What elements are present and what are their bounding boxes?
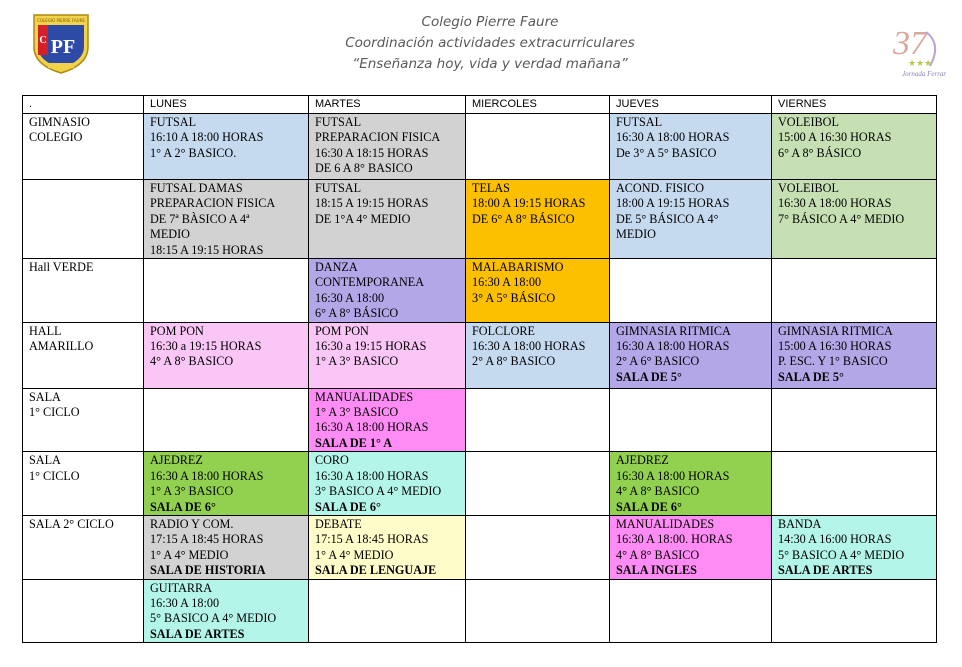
document-title-block — [300, 12, 680, 75]
activity-detail: 16:30 A 18:00 HORAS — [616, 130, 730, 145]
activity-name: MANUALIDADES — [315, 389, 414, 404]
activity-detail: DE 7ª BÀSICO A 4ª — [150, 211, 250, 226]
schedule-row — [23, 322, 937, 388]
location-cell — [23, 114, 144, 180]
activity-cell — [144, 452, 309, 516]
activity-detail: 4° A 8° BASICO — [150, 354, 234, 369]
location-label: 1° CICLO — [29, 468, 80, 483]
activity-detail: 17:15 A 18:45 HORAS — [150, 532, 264, 547]
activity-detail: DE 1°A 4° MEDIO — [315, 211, 411, 226]
activity-name: RADIO Y COM. — [150, 516, 234, 531]
activity-detail: 16:30 a 19:15 HORAS — [150, 339, 262, 354]
activity-detail: 16:30 A 18:00 — [315, 290, 385, 305]
schedule-row — [23, 515, 937, 579]
activity-detail: 18:15 A 19:15 HORAS — [315, 196, 429, 211]
activity-cell — [610, 322, 772, 388]
activity-detail: 3° A 5° BÁSICO — [472, 290, 556, 305]
schedule-row — [23, 114, 937, 180]
schedule-row — [23, 388, 937, 452]
svg-text:PF: PF — [50, 36, 76, 58]
location-label: COLEGIO — [29, 130, 83, 145]
location-label: SALA 2° CICLO — [29, 516, 114, 531]
activity-detail: 16:30 A 18:00 — [472, 275, 542, 290]
activity-name: DANZA — [315, 260, 358, 275]
location-label: SALA — [29, 453, 61, 468]
activity-detail: SALA DE 5° — [616, 369, 682, 384]
activity-name: POM PON — [315, 323, 369, 338]
activity-detail: PREPARACION FISICA — [315, 130, 441, 145]
activity-detail: SALA DE 6° — [616, 499, 682, 514]
activity-detail: DE 6 A 8° BASICO — [315, 161, 413, 176]
activity-detail: 16:30 a 19:15 HORAS — [315, 339, 427, 354]
activity-cell — [772, 180, 937, 259]
activity-detail: 16:30 A 18:00 HORAS — [472, 339, 586, 354]
activity-detail: 16:30 A 18:00 — [150, 595, 220, 610]
svg-text:37: 37 — [893, 25, 927, 62]
activity-cell — [309, 452, 466, 516]
activity-detail: 16:30 A 18:00 HORAS — [150, 468, 264, 483]
activity-name: AJEDREZ — [616, 453, 669, 468]
activity-detail: MEDIO — [616, 227, 656, 242]
activity-detail: 6° A 8° BÁSICO — [315, 306, 399, 321]
school-name: Colegio Pierre Faure — [421, 14, 559, 30]
activity-name: TELAS — [472, 181, 510, 195]
activity-cell — [309, 180, 466, 259]
column-header-place: . — [23, 96, 144, 114]
schedule-row — [23, 180, 937, 259]
schedule-row — [23, 259, 937, 323]
activity-detail: 6° A 8° BÁSICO — [778, 145, 862, 160]
activity-detail: 16:10 A 18:00 HORAS — [150, 130, 264, 145]
activity-detail: 1° A 2° BASICO. — [150, 145, 237, 160]
activity-name: ACOND. FISICO — [616, 181, 705, 195]
activity-detail: 18:00 A 19:15 HORAS — [616, 196, 730, 211]
activity-detail: SALA INGLES — [616, 563, 697, 578]
activity-name: AJEDREZ — [150, 453, 203, 468]
activity-detail: DE 6° A 8° BÁSICO — [472, 211, 575, 226]
activity-cell — [144, 114, 309, 180]
activity-cell — [309, 114, 466, 180]
activity-detail: 1° A 3° BASICO — [150, 484, 234, 499]
activity-detail: 16:30 A 18:00 HORAS — [778, 196, 892, 211]
location-label: 1° CICLO — [29, 405, 80, 420]
column-header-martes: MARTES — [309, 96, 466, 114]
empty-cell — [466, 515, 610, 579]
activity-cell — [309, 322, 466, 388]
activity-detail: 16:30 A 18:00 HORAS — [315, 420, 429, 435]
activity-name: FUTSAL — [616, 115, 663, 129]
activity-detail: SALA DE 5° — [778, 369, 844, 384]
location-cell — [23, 322, 144, 388]
column-header-lunes: LUNES — [144, 96, 309, 114]
column-header-miercoles: MIERCOLES — [466, 96, 610, 114]
activity-cell — [610, 114, 772, 180]
activity-detail: SALA DE ARTES — [778, 563, 873, 578]
school-crest-logo — [32, 13, 90, 75]
activity-detail: SALA DE 6° — [315, 499, 381, 514]
svg-text:COLEGIO PIERRE FAURE: COLEGIO PIERRE FAURE — [37, 18, 85, 23]
activity-name: VOLEIBOL — [778, 115, 839, 129]
activity-detail: 16:30 A 18:00 HORAS — [616, 339, 730, 354]
activity-name: GIMNASIA RITMICA — [616, 323, 731, 338]
header-row — [23, 96, 937, 114]
activity-cell — [466, 180, 610, 259]
activities-schedule-table — [22, 95, 937, 643]
activity-detail: 3° BASICO A 4° MEDIO — [315, 484, 442, 499]
activity-cell — [610, 180, 772, 259]
location-cell — [23, 452, 144, 516]
activity-detail: 16:30 A 18:00. HORAS — [616, 532, 733, 547]
empty-cell — [610, 388, 772, 452]
activity-cell — [610, 515, 772, 579]
activity-name: POM PON — [150, 323, 204, 338]
activity-detail: De 3° A 5° BASICO — [616, 145, 717, 160]
activity-name: FUTSAL DAMAS — [150, 181, 243, 195]
activity-detail: 5° BASICO A 4° MEDIO — [778, 547, 905, 562]
activity-cell — [466, 259, 610, 323]
empty-cell — [144, 259, 309, 323]
activity-detail: 16:30 A 18:00 HORAS — [616, 468, 730, 483]
activity-name: CORO — [315, 453, 349, 468]
activity-detail: 2° A 6° BASICO — [616, 354, 700, 369]
activity-name: VOLEIBOL — [778, 181, 839, 195]
location-label: AMARILLO — [29, 339, 94, 354]
svg-text:★★★: ★★★ — [908, 59, 933, 69]
schedule-row — [23, 452, 937, 516]
activity-detail: DE 5° BÁSICO A 4° — [616, 211, 719, 226]
activity-name: MALABARISMO — [472, 260, 564, 275]
activity-detail: 18:00 A 19:15 HORAS — [472, 196, 586, 211]
activity-detail: 1° A 4° MEDIO — [315, 547, 394, 562]
activity-cell — [144, 579, 309, 643]
activity-detail: 14:30 A 16:00 HORAS — [778, 532, 892, 547]
location-label: GIMNASIO — [29, 115, 90, 129]
activity-detail: 1° A 3° BASICO — [315, 405, 399, 420]
empty-cell — [772, 579, 937, 643]
activity-cell — [772, 515, 937, 579]
column-header-jueves: JUEVES — [610, 96, 772, 114]
activity-name: GIMNASIA RITMICA — [778, 323, 893, 338]
location-label: HALL — [29, 323, 62, 338]
empty-cell — [466, 114, 610, 180]
activity-cell — [309, 388, 466, 452]
svg-text:C: C — [39, 35, 47, 46]
activity-cell — [772, 114, 937, 180]
schedule-row — [23, 579, 937, 643]
activity-name: DEBATE — [315, 516, 362, 531]
activity-detail: SALA DE HISTORIA — [150, 563, 266, 578]
activity-detail: 17:15 A 18:45 HORAS — [315, 532, 429, 547]
location-cell — [23, 579, 144, 643]
activity-name: BANDA — [778, 516, 822, 531]
activity-detail: 2° A 8° BASICO — [472, 354, 556, 369]
empty-cell — [772, 259, 937, 323]
activity-detail: 15:00 A 16:30 HORAS — [778, 339, 892, 354]
activity-cell — [144, 322, 309, 388]
activity-detail: 15:00 A 16:30 HORAS — [778, 130, 892, 145]
department-name: Coordinación actividades extracurriculares — [345, 35, 635, 51]
activity-detail: 1° A 3° BASICO — [315, 354, 399, 369]
activity-cell — [309, 515, 466, 579]
activity-name: FUTSAL — [315, 181, 362, 195]
activity-detail: 1° A 4° MEDIO — [150, 547, 229, 562]
activity-cell — [466, 322, 610, 388]
activity-name: GUITARRA — [150, 580, 212, 595]
activity-detail: MEDIO — [150, 227, 190, 242]
empty-cell — [466, 579, 610, 643]
activity-detail: 5° BASICO A 4° MEDIO — [150, 611, 277, 626]
activity-detail: SALA DE LENGUAJE — [315, 563, 437, 578]
location-cell — [23, 388, 144, 452]
activity-name: FOLCLORE — [472, 323, 535, 338]
activity-detail: 18:15 A 19:15 HORAS — [150, 242, 264, 257]
activity-cell — [772, 322, 937, 388]
activity-detail: 16:30 A 18:15 HORAS — [315, 145, 429, 160]
anniversary-logo — [888, 18, 950, 80]
activity-cell — [610, 452, 772, 516]
activity-detail: SALA DE ARTES — [150, 626, 245, 641]
location-cell — [23, 259, 144, 323]
activity-detail: 4° A 8° BASICO — [616, 484, 700, 499]
activity-name: MANUALIDADES — [616, 516, 715, 531]
column-header-viernes: VIERNES — [772, 96, 937, 114]
empty-cell — [772, 452, 937, 516]
activity-cell — [309, 259, 466, 323]
activity-cell — [144, 180, 309, 259]
activity-name: FUTSAL — [315, 115, 362, 129]
activity-name: FUTSAL — [150, 115, 197, 129]
location-label: SALA — [29, 389, 61, 404]
empty-cell — [610, 259, 772, 323]
activity-detail: 4° A 8° BASICO — [616, 547, 700, 562]
empty-cell — [466, 452, 610, 516]
empty-cell — [309, 579, 466, 643]
activity-detail: PREPARACION FISICA — [150, 196, 276, 211]
activity-detail: 7° BÁSICO A 4° MEDIO — [778, 211, 905, 226]
activity-detail: SALA DE 1° A — [315, 435, 393, 450]
activity-detail: P. ESC. Y 1° BASICO — [778, 354, 888, 369]
activity-cell — [144, 515, 309, 579]
activity-detail: SALA DE 6° — [150, 499, 216, 514]
activity-detail: 16:30 A 18:00 HORAS — [315, 468, 429, 483]
empty-cell — [144, 388, 309, 452]
location-label: Hall VERDE — [29, 260, 94, 275]
empty-cell — [466, 388, 610, 452]
svg-text:Jornada Ferrar: Jornada Ferrar — [902, 70, 947, 78]
document-header — [0, 0, 962, 92]
location-cell — [23, 180, 144, 259]
activity-detail: CONTEMPORANEA — [315, 275, 425, 290]
empty-cell — [610, 579, 772, 643]
school-motto: “Enseñanza hoy, vida y verdad mañana” — [352, 56, 628, 72]
empty-cell — [772, 388, 937, 452]
location-cell — [23, 515, 144, 579]
